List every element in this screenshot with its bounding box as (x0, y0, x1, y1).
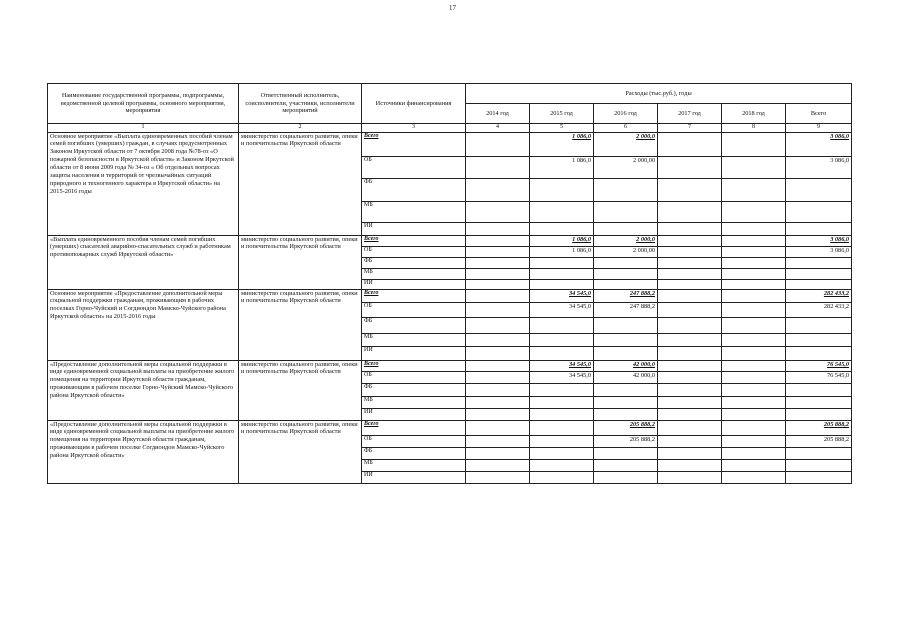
amount-year-2015-cell (530, 420, 594, 435)
amount-year-2016-cell: 2 000,0 (594, 235, 658, 246)
amount-total-cell: 3 086,0 (786, 132, 852, 156)
funding-source-cell: ОБ (362, 246, 466, 257)
funding-source-cell: МБ (362, 333, 466, 346)
page-number: 17 (449, 4, 456, 12)
amount-total-cell (786, 279, 852, 289)
amount-year-2018-cell (722, 201, 786, 222)
amount-year-2016-cell (594, 471, 658, 483)
amount-year-2015-cell (530, 396, 594, 408)
amount-year-2015-cell (530, 201, 594, 222)
amount-year-2014-cell (466, 132, 530, 156)
funding-source-cell: Всего (362, 132, 466, 156)
amount-year-2016-cell (594, 333, 658, 346)
amount-total-cell: 205 888,2 (786, 435, 852, 447)
amount-year-2017-cell (658, 360, 722, 371)
amount-year-2016-cell (594, 257, 658, 268)
amount-year-2018-cell (722, 178, 786, 201)
amount-year-2014-cell (466, 279, 530, 289)
amount-year-2014-cell (466, 201, 530, 222)
amount-total-cell: 3 086,0 (786, 246, 852, 257)
amount-year-2017-cell (658, 178, 722, 201)
header-total: Всего (786, 104, 852, 124)
header-name: Наименование государственной программы, подпрограммы, ведомственной целевой программы, основного мероприятия, мероприятия (48, 84, 239, 124)
funding-source-cell: ИИ (362, 471, 466, 483)
amount-year-2015-cell (530, 408, 594, 420)
amount-year-2014-cell (466, 371, 530, 383)
amount-year-2018-cell (722, 420, 786, 435)
amount-year-2017-cell (658, 459, 722, 471)
program-name-cell: «Предоставление дополнительной меры социальной поддержки в виде единовременной социальной выплаты на приобретение жилого помещения на территории Иркутской области гражданам, проживающим в рабочем поселке Согдиондон Мамско-Чуйского района Иркутской области» (48, 420, 239, 483)
amount-year-2016-cell (594, 447, 658, 459)
amount-year-2018-cell (722, 302, 786, 317)
amount-year-2014-cell (466, 396, 530, 408)
amount-year-2017-cell (658, 420, 722, 435)
program-name-cell: Основное мероприятие «Выплата единовременных пособий членам семей погибших (умерших) граждан, в случаях предусмотренных Законом Иркутской области от 7 октября 2008 года №78-оз «О пожарной безопасности в Иркутской области» и Законом Иркутской области от 8 июня 2009 года № 34-оз « Об отдельных вопросах защиты населения и территорий от чрезвычайных ситуаций природного и техногенного характера в Иркутской области» на 2015-2016 годы (48, 132, 239, 235)
amount-year-2016-cell (594, 268, 658, 279)
amount-year-2017-cell (658, 346, 722, 360)
amount-year-2014-cell (466, 360, 530, 371)
amount-year-2017-cell (658, 257, 722, 268)
amount-total-cell (786, 459, 852, 471)
funding-source-cell: ИИ (362, 279, 466, 289)
funding-source-cell: МБ (362, 396, 466, 408)
col-number: 4 (466, 124, 530, 133)
amount-year-2018-cell (722, 235, 786, 246)
program-name-cell: «Выплата единовременного пособия членам семей погибших (умерших) спасателей аварийно-спасательных служб и работникам противопожарных служб Иркутской области» (48, 235, 239, 289)
amount-year-2015-cell (530, 383, 594, 396)
responsible-cell: министерство социального развития, опеки и попечительства Иркутской области (239, 235, 362, 289)
amount-year-2016-cell: 247 888,2 (594, 289, 658, 302)
amount-year-2017-cell (658, 317, 722, 333)
amount-year-2017-cell (658, 383, 722, 396)
funding-source-cell: Всего (362, 360, 466, 371)
amount-year-2015-cell (530, 447, 594, 459)
header-source: Источники финансирования (362, 84, 466, 124)
amount-year-2017-cell (658, 201, 722, 222)
amount-year-2015-cell: 34 545,0 (530, 371, 594, 383)
amount-total-cell: 282 433,2 (786, 289, 852, 302)
amount-year-2014-cell (466, 408, 530, 420)
responsible-cell: министерство социального развития, опеки и попечительства Иркутской области (239, 132, 362, 235)
amount-year-2018-cell (722, 246, 786, 257)
funding-source-cell: ИИ (362, 408, 466, 420)
funding-source-cell: ОБ (362, 371, 466, 383)
responsible-cell: министерство социального развития, опеки и попечительства Иркутской области (239, 420, 362, 483)
funding-source-cell: ИИ (362, 222, 466, 235)
amount-year-2014-cell (466, 333, 530, 346)
amount-year-2015-cell (530, 346, 594, 360)
amount-year-2014-cell (466, 289, 530, 302)
funding-source-cell: ФБ (362, 317, 466, 333)
amount-year-2014-cell (466, 235, 530, 246)
header-expenses: Расходы (тыс.руб.), годы (466, 84, 852, 104)
amount-year-2015-cell (530, 222, 594, 235)
amount-year-2014-cell (466, 471, 530, 483)
amount-year-2015-cell (530, 257, 594, 268)
col-number: 2 (239, 124, 362, 133)
amount-year-2014-cell (466, 459, 530, 471)
header-year-2018: 2018 год (722, 104, 786, 124)
amount-total-cell (786, 222, 852, 235)
amount-year-2015-cell: 34 545,0 (530, 360, 594, 371)
amount-year-2018-cell (722, 132, 786, 156)
funding-source-cell: МБ (362, 459, 466, 471)
amount-year-2016-cell (594, 222, 658, 235)
amount-year-2014-cell (466, 156, 530, 178)
amount-year-2017-cell (658, 132, 722, 156)
funding-source-cell: ФБ (362, 383, 466, 396)
col-number: 1 (48, 124, 239, 133)
amount-year-2017-cell (658, 156, 722, 178)
amount-year-2018-cell (722, 396, 786, 408)
amount-total-cell (786, 201, 852, 222)
amount-year-2014-cell (466, 435, 530, 447)
header-year-2016: 2016 год (594, 104, 658, 124)
amount-total-cell (786, 396, 852, 408)
amount-year-2018-cell (722, 317, 786, 333)
amount-total-cell (786, 257, 852, 268)
amount-year-2018-cell (722, 459, 786, 471)
funding-source-cell: ИИ (362, 346, 466, 360)
amount-year-2018-cell (722, 257, 786, 268)
funding-source-cell: Всего (362, 420, 466, 435)
amount-year-2017-cell (658, 435, 722, 447)
col-number: 5 (530, 124, 594, 133)
amount-year-2017-cell (658, 371, 722, 383)
amount-year-2017-cell (658, 333, 722, 346)
amount-year-2015-cell: 1 086,0 (530, 235, 594, 246)
col-number: 8 (722, 124, 786, 133)
amount-year-2018-cell (722, 268, 786, 279)
amount-year-2018-cell (722, 333, 786, 346)
amount-total-cell (786, 268, 852, 279)
col-number: 3 (362, 124, 466, 133)
amount-year-2014-cell (466, 268, 530, 279)
amount-year-2017-cell (658, 246, 722, 257)
amount-year-2017-cell (658, 471, 722, 483)
table-row (48, 235, 852, 246)
funding-source-cell: ОБ (362, 302, 466, 317)
amount-year-2018-cell (722, 346, 786, 360)
amount-total-cell (786, 346, 852, 360)
col-number: 7 (658, 124, 722, 133)
amount-year-2014-cell (466, 222, 530, 235)
amount-total-cell: 282 433,2 (786, 302, 852, 317)
amount-year-2018-cell (722, 408, 786, 420)
amount-year-2016-cell (594, 178, 658, 201)
amount-year-2016-cell: 205 888,2 (594, 435, 658, 447)
header-year-2014: 2014 год (466, 104, 530, 124)
amount-total-cell: 76 545,0 (786, 360, 852, 371)
amount-total-cell: 76 545,0 (786, 371, 852, 383)
amount-year-2017-cell (658, 222, 722, 235)
amount-year-2014-cell (466, 302, 530, 317)
amount-year-2014-cell (466, 383, 530, 396)
amount-year-2018-cell (722, 156, 786, 178)
financing-table (47, 83, 852, 484)
amount-year-2015-cell: 34 545,0 (530, 302, 594, 317)
amount-year-2017-cell (658, 447, 722, 459)
amount-total-cell: 3 086,0 (786, 235, 852, 246)
amount-year-2014-cell (466, 246, 530, 257)
amount-year-2017-cell (658, 279, 722, 289)
amount-total-cell (786, 178, 852, 201)
amount-year-2016-cell: 2 000,00 (594, 156, 658, 178)
amount-year-2016-cell (594, 396, 658, 408)
amount-year-2016-cell: 2 000,00 (594, 246, 658, 257)
amount-year-2018-cell (722, 447, 786, 459)
funding-source-cell: ФБ (362, 178, 466, 201)
col-number: 9 (786, 124, 852, 133)
amount-year-2015-cell (530, 333, 594, 346)
amount-year-2015-cell: 1 086,0 (530, 132, 594, 156)
amount-year-2016-cell (594, 459, 658, 471)
amount-total-cell (786, 383, 852, 396)
program-name-cell: «Предоставление дополнительной меры социальной поддержки в виде единовременной социальной выплаты на приобретение жилого помещения на территории Иркутской области гражданам, проживающим в рабочем поселке Горно-Чуйский Мамско-Чуйского района Иркутской области» (48, 360, 239, 420)
amount-year-2015-cell (530, 279, 594, 289)
responsible-cell: министерство социального развития, опеки и попечительства Иркутской области (239, 360, 362, 420)
amount-year-2015-cell: 34 545,0 (530, 289, 594, 302)
amount-year-2014-cell (466, 447, 530, 459)
funding-source-cell: Всего (362, 289, 466, 302)
program-name-cell: Основное мероприятие «Предоставление дополнительной меры социальной поддержки гражданам, проживающим в рабочих поселках Горно-Чуйский и Согдиондон Мамско-Чуйского района Иркутской области» на 2015-2016 годы (48, 289, 239, 360)
amount-year-2018-cell (722, 435, 786, 447)
amount-year-2016-cell: 2 000,0 (594, 132, 658, 156)
funding-source-cell: Всего (362, 235, 466, 246)
amount-year-2017-cell (658, 235, 722, 246)
table-row (48, 420, 852, 435)
amount-year-2018-cell (722, 289, 786, 302)
table-row (48, 289, 852, 302)
header-year-2015: 2015 год (530, 104, 594, 124)
amount-year-2015-cell: 1 086,0 (530, 246, 594, 257)
col-number: 6 (594, 124, 658, 133)
amount-year-2015-cell (530, 459, 594, 471)
amount-total-cell (786, 471, 852, 483)
amount-year-2016-cell: 42 000,0 (594, 371, 658, 383)
funding-source-cell: МБ (362, 268, 466, 279)
amount-year-2018-cell (722, 279, 786, 289)
amount-year-2014-cell (466, 178, 530, 201)
table-row (48, 360, 852, 371)
funding-source-cell: МБ (362, 201, 466, 222)
header-responsible: Ответственный исполнитель, соисполнители, участники, исполнители мероприятий (239, 84, 362, 124)
amount-year-2014-cell (466, 420, 530, 435)
amount-year-2017-cell (658, 268, 722, 279)
funding-source-cell: ОБ (362, 156, 466, 178)
amount-year-2016-cell (594, 317, 658, 333)
amount-year-2016-cell (594, 383, 658, 396)
amount-year-2014-cell (466, 346, 530, 360)
amount-total-cell (786, 408, 852, 420)
amount-year-2015-cell (530, 268, 594, 279)
table-row (48, 132, 852, 156)
amount-year-2015-cell: 1 086,0 (530, 156, 594, 178)
funding-source-cell: ОБ (362, 435, 466, 447)
amount-total-cell (786, 317, 852, 333)
amount-year-2016-cell (594, 346, 658, 360)
amount-year-2016-cell: 42 000,0 (594, 360, 658, 371)
amount-total-cell: 205 888,2 (786, 420, 852, 435)
amount-year-2014-cell (466, 257, 530, 268)
amount-year-2017-cell (658, 289, 722, 302)
amount-year-2016-cell (594, 279, 658, 289)
amount-year-2016-cell (594, 201, 658, 222)
amount-year-2018-cell (722, 222, 786, 235)
amount-total-cell (786, 447, 852, 459)
funding-source-cell: ФБ (362, 257, 466, 268)
responsible-cell: министерство социального развития, опеки и попечительства Иркутской области (239, 289, 362, 360)
amount-year-2018-cell (722, 471, 786, 483)
amount-year-2015-cell (530, 178, 594, 201)
amount-year-2017-cell (658, 396, 722, 408)
amount-year-2016-cell (594, 408, 658, 420)
amount-year-2017-cell (658, 302, 722, 317)
amount-total-cell (786, 333, 852, 346)
amount-year-2015-cell (530, 317, 594, 333)
funding-source-cell: ФБ (362, 447, 466, 459)
amount-total-cell: 3 086,0 (786, 156, 852, 178)
amount-year-2018-cell (722, 383, 786, 396)
amount-year-2016-cell: 247 888,2 (594, 302, 658, 317)
amount-year-2018-cell (722, 360, 786, 371)
amount-year-2016-cell: 205 888,2 (594, 420, 658, 435)
amount-year-2017-cell (658, 408, 722, 420)
amount-year-2015-cell (530, 435, 594, 447)
amount-year-2014-cell (466, 317, 530, 333)
header-year-2017: 2017 год (658, 104, 722, 124)
amount-year-2015-cell (530, 471, 594, 483)
amount-year-2018-cell (722, 371, 786, 383)
